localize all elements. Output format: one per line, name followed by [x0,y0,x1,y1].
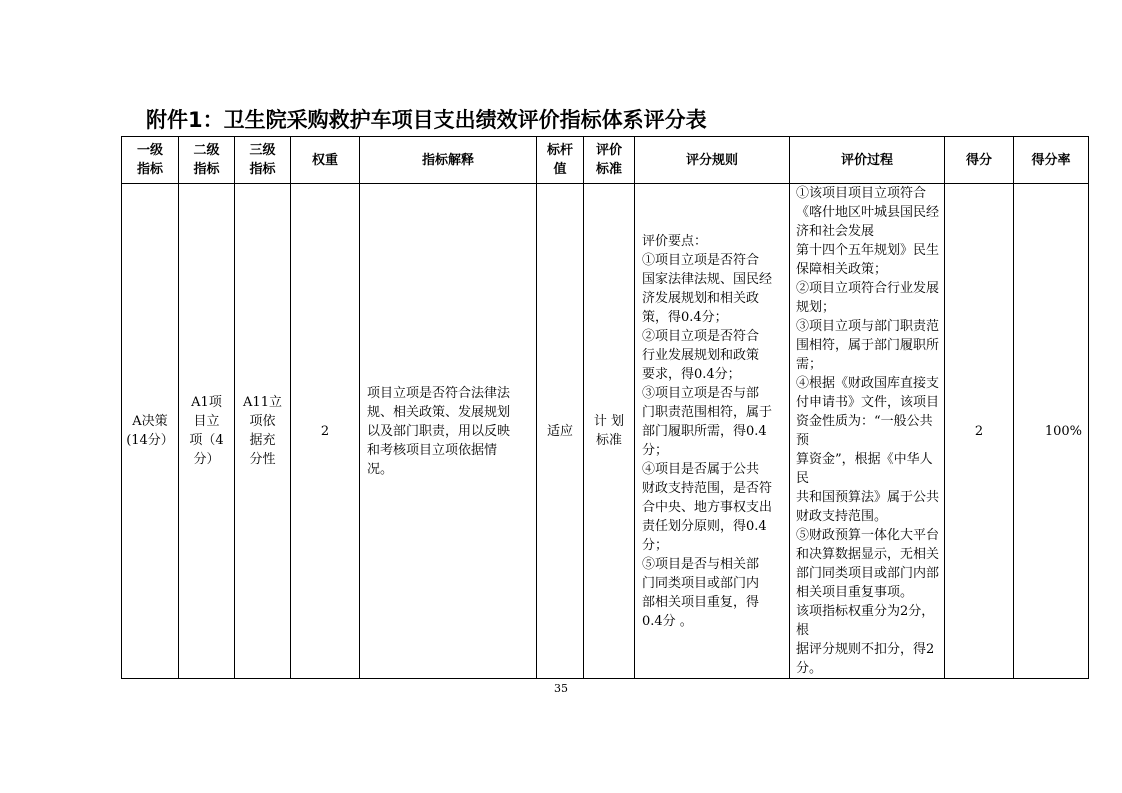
cell-standard: 计 划 标准 [584,184,635,679]
header-explanation: 指标解释 [360,137,537,184]
header-level3: 三级 指标 [235,137,291,184]
cell-explanation: 项目立项是否符合法律法 规、相关政策、发展规划 以及部门职责，用以反映 和考核项目立项依据情 况。 [360,184,537,679]
header-standard: 评价 标准 [584,137,635,184]
page-number: 35 [554,682,568,695]
header-level2: 二级 指标 [179,137,235,184]
cell-rate: 100% [1014,184,1089,679]
header-rules: 评分规则 [635,137,790,184]
table-row [122,184,1089,679]
header-row [122,137,1089,184]
cell-weight: 2 [291,184,360,679]
evaluation-table [121,136,1089,679]
cell-score: 2 [945,184,1014,679]
header-process: 评价过程 [790,137,945,184]
cell-level1: A决策 (14分） [122,184,179,679]
header-benchmark: 标杆 值 [537,137,584,184]
header-weight: 权重 [291,137,360,184]
header-level1: 一级 指标 [122,137,179,184]
cell-rules: 评价要点： ①项目立项是否符合 国家法律法规、国民经 济发展规划和相关政 策，得0.4分； ②项目立项是否符合 行业发展规划和政策 要求，得0.4分； ③项目立项是否与部 门职责范围相符，属于 部门履职所需，得0.4 分； ④项目是否属于公共 财政支持范围，是否符 合中央、地方事权支出 责任划分原则，得0.4 分； ⑤项目是否与相关部 门同类项目或部门内 部相关项目重复，得 0.4分 。 [635,184,790,679]
header-score: 得分 [945,137,1014,184]
cell-benchmark: 适应 [537,184,584,679]
cell-process: ①该项目项目立项符合 《喀什地区叶城县国民经 济和社会发展 第十四个五年规划》民生 保障相关政策； ②项目立项符合行业发展 规划； ③项目立项与部门职责范 围相符，属于部门履职所 需； ④根据《财政国库直接支 付申请书》文件，该项目 资金性质为：“一般公共预 算资金”，根据《中华人民 共和国预算法》属于公共 财政支持范围。 ⑤财政预算一体化大平台 和决算数据显示，无相关 部门同类项目或部门内部 相关项目重复事项。 该项指标权重分为2分，根 据评分规则不扣分，得2 分。 [790,184,945,679]
cell-level3: A11立 项依 据充 分性 [235,184,291,679]
page-title: 附件1：卫生院采购救护车项目支出绩效评价指标体系评分表 [146,108,707,132]
cell-level2: A1项 目立 项（4 分） [179,184,235,679]
header-rate: 得分率 [1014,137,1089,184]
